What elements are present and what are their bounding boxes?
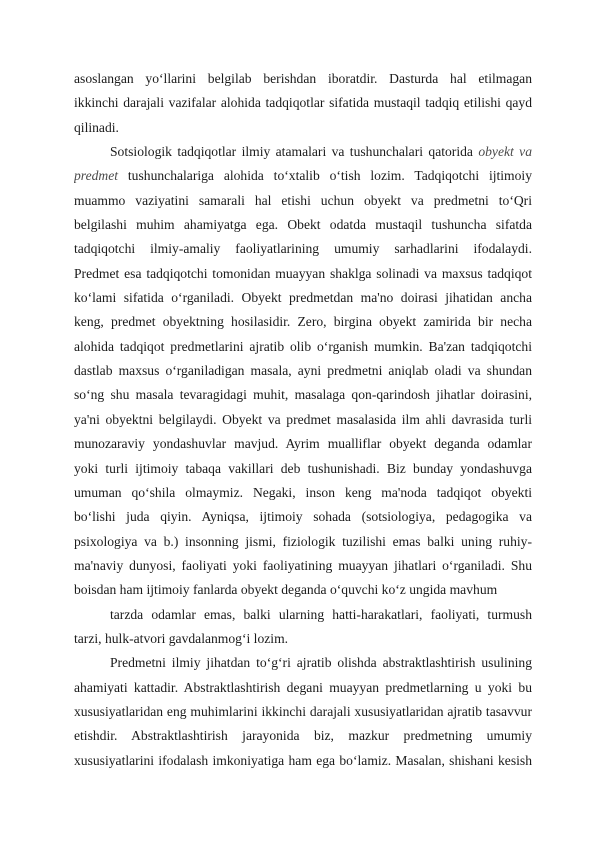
paragraph-2-line-11: so‘ng shu masala tevaragidagi muhit, masalaga qon-qarindosh jihatlar doirasini, xyxy=(74,387,532,403)
paragraph-2-line-3: muammo vaziyatini samarali hal etishi uchun obyekt va predmetni to‘Qri xyxy=(74,192,532,208)
paragraph-4-line-1: Predmetni ilmiy jihatdan to‘g‘ri ajratib olishda abstraktlashtirish usulining xyxy=(110,655,532,671)
paragraph-2-line-17: psixologiya va b.) insonning jismi, fiziologik tuzilishi emas balki uning ruhiy- xyxy=(74,533,532,549)
paragraph-2-line-1-text: Sotsiologik tadqiqotlar ilmiy atamalari va tushunchalari qatorida xyxy=(110,144,473,160)
paragraph-2-line-18: ma'naviy dunyosi, faoliyati yoki faoliyatining muayyan jihatlari o‘rganiladi. Shu xyxy=(74,557,532,573)
paragraph-2-line-5: tadqiqotchi ilmiy-amaliy faoliyatlarining umumiy sarhadlarini ifodalaydi. xyxy=(74,241,532,257)
paragraph-4-line-5: xususiyatlarini ifodalash imkoniyatiga ham ega bo‘lamiz. Masalan, shishani kesish xyxy=(74,752,532,768)
paragraph-2-line-13: munozaraviy yondashuvlar mavjud. Ayrim mualliflar obyekt deganda odamlar xyxy=(74,436,532,452)
paragraph-4-line-4: etishdir. Abstraktlashtirish jarayonida biz, mazkur predmetning umumiy xyxy=(74,728,532,744)
paragraph-2-line-4: belgilashi muhim ahamiyatga ega. Obekt odatda mustaqil tushuncha sifatda xyxy=(74,217,532,233)
paragraph-2-line-14: yoki turli ijtimoiy tabaqa vakillari deb tushunishadi. Biz bunday yondashuvga xyxy=(74,460,532,476)
paragraph-3-line-1: tarzda odamlar emas, balki ularning hatti-harakatlari, faoliyati, turmush xyxy=(110,606,532,622)
paragraph-2-line-15: umuman qo‘shila olmaymiz. Negaki, inson keng ma'noda tadqiqot obyekti xyxy=(74,484,532,500)
paragraph-2-line-2-text: tushunchalariga alohida to‘xtalib o‘tish lozim. Tadqiqotchi ijtimoiy xyxy=(127,168,532,184)
paragraph-2-line-6: Predmet esa tadqiqotchi tomonidan muayyan shaklga solinadi va maxsus tadqiqot xyxy=(74,265,532,281)
paragraph-2-line-1 xyxy=(74,140,532,164)
paragraph-2-line-10: dastlab maxsus o‘rganiladigan masala, ayni predmetni aniqlab oladi va shundan xyxy=(74,363,532,379)
document-body xyxy=(74,67,532,773)
paragraph-2-line-9: alohida tadqiqot predmetlarini ajratib olib o‘rganish mumkin. Ba'zan tadqiqotchi xyxy=(74,338,532,354)
paragraph-1-line-1: asoslangan yo‘llarini belgilab berishdan iboratdir. Dasturda hal etilmagan xyxy=(74,71,532,86)
paragraph-2-line-16: bo‘lishi juda qiyin. Ayniqsa, ijtimoiy sohada (sotsiologiya, pedagogika va xyxy=(74,509,532,525)
paragraph-2-line-19: boisdan ham ijtimoiy fanlarda obyekt deganda o‘quvchi ko‘z ungida mavhum xyxy=(74,582,498,598)
paragraph-2-line-7: ko‘lami sifatida o‘rganiladi. Obyekt predmetdan ma'no doirasi jihatidan ancha xyxy=(74,290,532,306)
paragraph-1-line-3: qilinadi. xyxy=(74,119,119,135)
term-predmet: predmet xyxy=(74,168,119,184)
term-obyekt-va: obyekt va xyxy=(478,144,532,160)
paragraph-4-line-2: ahamiyati kattadir. Abstraktlashtirish degani muayyan predmetlarning u yoki bu xyxy=(74,679,532,695)
paragraph-1-line-2: ikkinchi darajali vazifalar alohida tadqiqotlar sifatida mustaqil tadqiq etilishi qayd xyxy=(74,95,532,111)
paragraph-2-line-8: keng, predmet obyektning hosilasidir. Zero, birgina obyekt zamirida bir necha xyxy=(74,314,532,330)
paragraph-4-line-3: xususiyatlaridan eng muhimlarini ikkinchi darajali xususiyatlaridan ajratib tasavvur xyxy=(74,703,532,719)
paragraph-3-line-2: tarzi, hulk-atvori gavdalanmog‘i lozim. xyxy=(74,630,289,646)
paragraph-2-line-2 xyxy=(74,164,532,188)
paragraph-2-line-12: ya'ni obyektni belgilaydi. Obyekt va predmet masalasida ilm ahli davrasida turli xyxy=(74,411,532,427)
